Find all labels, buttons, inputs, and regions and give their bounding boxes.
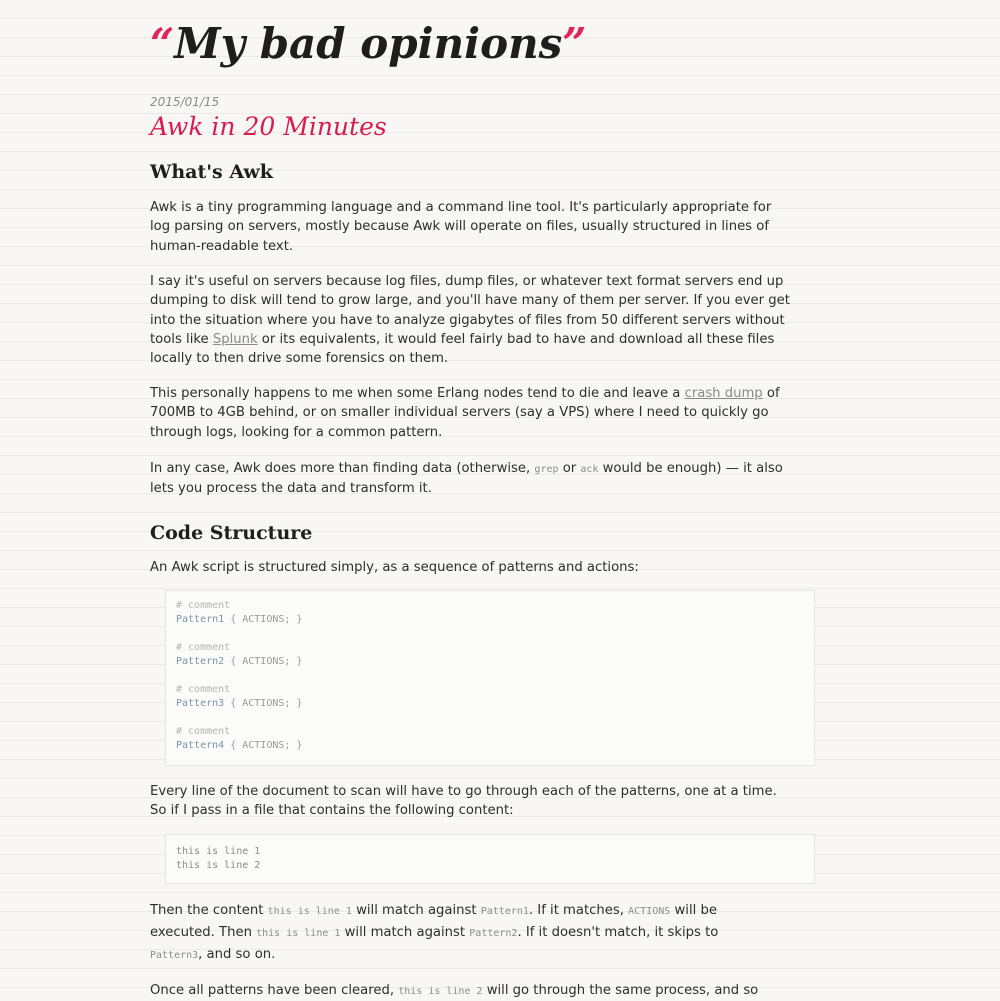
paragraph-line: into the situation where you have to analyze gigabytes of files from 50 different servers without bbox=[150, 312, 785, 328]
paragraph-line: through logs, looking for a common pattern. bbox=[150, 424, 443, 440]
paragraph-line: human-readable text. bbox=[150, 238, 294, 254]
code-action: { ACTIONS; } bbox=[224, 614, 303, 625]
code-blank bbox=[176, 627, 804, 641]
inline-code: Pattern3 bbox=[150, 950, 199, 961]
text-run: or bbox=[558, 461, 581, 476]
text-run: will go through the same process, and so bbox=[482, 983, 759, 998]
paragraph-then-content bbox=[150, 900, 720, 966]
paragraph-line: So if I pass in a file that contains the following content: bbox=[150, 803, 514, 819]
close-quote: ” bbox=[562, 19, 587, 68]
code-block-sample-content bbox=[165, 834, 815, 884]
inline-code: Pattern1 bbox=[480, 906, 529, 917]
paragraph-line bbox=[150, 944, 720, 966]
paragraph-line bbox=[150, 384, 780, 403]
inline-code: this is line 1 bbox=[256, 928, 341, 939]
text-run: executed. Then bbox=[150, 925, 257, 940]
text-run: would be enough) — it also bbox=[598, 461, 783, 476]
paragraph-intro bbox=[150, 198, 772, 256]
paragraph-any-case bbox=[150, 459, 783, 499]
code-pattern: Pattern3 bbox=[176, 698, 225, 709]
text-run: will match against bbox=[351, 903, 481, 918]
inline-code: Pattern2 bbox=[469, 928, 518, 939]
code-action: { ACTIONS; } bbox=[224, 740, 303, 751]
section-heading-whats-awk: What's Awk bbox=[150, 161, 273, 183]
paragraph-line bbox=[150, 459, 783, 479]
text-run: Then the content bbox=[150, 903, 268, 918]
paragraph-line: 700MB to 4GB behind, or on smaller individual servers (say a VPS) where I need to quickly go bbox=[150, 405, 769, 421]
text-run: In any case, Awk does more than finding data (otherwise, bbox=[150, 461, 535, 476]
text-run: . If it doesn't match, it skips to bbox=[517, 925, 719, 940]
post-title[interactable]: Awk in 20 Minutes bbox=[150, 112, 387, 141]
inline-code-ack: ack bbox=[580, 464, 599, 475]
code-action: { ACTIONS; } bbox=[224, 656, 303, 667]
code-pattern: Pattern4 bbox=[176, 740, 225, 751]
section-heading-code-structure: Code Structure bbox=[150, 522, 313, 544]
code-comment: # comment bbox=[176, 642, 231, 653]
paragraph-line: locally to then drive some forensics on them. bbox=[150, 351, 449, 367]
code-blank bbox=[176, 711, 804, 725]
code-comment: # comment bbox=[176, 600, 231, 611]
paragraph-erlang bbox=[150, 384, 780, 442]
code-comment: # comment bbox=[176, 684, 231, 695]
code-pattern: Pattern2 bbox=[176, 656, 225, 667]
site-title-text: My bad opinions bbox=[174, 19, 563, 68]
paragraph-line: log parsing on servers, mostly because Awk will operate on files, usually structured in lines of bbox=[150, 219, 769, 235]
paragraph-structure: An Awk script is structured simply, as a sequence of patterns and actions: bbox=[150, 560, 639, 575]
text-run: . If it matches, bbox=[528, 903, 629, 918]
paragraph-line: dumping to disk will tend to grow large, and you'll have many of them per server. If you ever get bbox=[150, 293, 790, 309]
code-line bbox=[176, 613, 804, 627]
text-run: This personally happens to me when some Erlang nodes tend to die and leave a bbox=[150, 386, 685, 401]
text-run: , and so on. bbox=[198, 947, 276, 962]
text-run: will match against bbox=[340, 925, 470, 940]
inline-code: ACTIONS bbox=[628, 906, 671, 917]
text-run: tools like bbox=[150, 331, 213, 347]
inline-code: this is line 2 bbox=[398, 986, 483, 997]
code-pattern: Pattern1 bbox=[176, 614, 225, 625]
code-block-patterns bbox=[165, 590, 815, 766]
code-action: { ACTIONS; } bbox=[224, 698, 303, 709]
paragraph-line: Awk is a tiny programming language and a command line tool. It's particularly appropriate for bbox=[150, 200, 772, 215]
open-quote: “ bbox=[150, 19, 175, 68]
code-line: this is line 2 bbox=[176, 860, 261, 871]
paragraph-line bbox=[150, 922, 720, 944]
paragraph-line: I say it's useful on servers because log files, dump files, or whatever text format servers end up bbox=[150, 274, 784, 289]
paragraph-line bbox=[150, 330, 775, 349]
code-line bbox=[176, 655, 804, 669]
text-run: or its equivalents, it would feel fairly bad to have and download all these files bbox=[257, 331, 775, 347]
paragraph-every-line bbox=[150, 782, 777, 821]
code-line: this is line 1 bbox=[176, 846, 261, 857]
post-date: 2015/01/15 bbox=[150, 95, 220, 109]
code-line bbox=[176, 739, 804, 753]
text-run: will be bbox=[670, 903, 717, 918]
paragraph-once-all bbox=[150, 981, 759, 1001]
text-run: of bbox=[762, 386, 780, 401]
paragraph-line: Every line of the document to scan will have to go through each of the patterns, one at a time. bbox=[150, 784, 777, 799]
paragraph-line bbox=[150, 900, 720, 922]
crash-dump-link[interactable]: crash dump bbox=[684, 386, 763, 401]
code-blank bbox=[176, 669, 804, 683]
site-title[interactable] bbox=[150, 14, 586, 74]
inline-code-grep: grep bbox=[534, 464, 559, 475]
paragraph-servers bbox=[150, 272, 790, 368]
splunk-link[interactable]: Splunk bbox=[212, 331, 258, 347]
paragraph-line bbox=[150, 981, 759, 1001]
paragraph-line: lets you process the data and transform it. bbox=[150, 481, 432, 497]
code-line bbox=[176, 697, 804, 711]
text-run: Once all patterns have been cleared, bbox=[150, 983, 399, 998]
code-comment: # comment bbox=[176, 726, 231, 737]
inline-code: this is line 1 bbox=[267, 906, 352, 917]
